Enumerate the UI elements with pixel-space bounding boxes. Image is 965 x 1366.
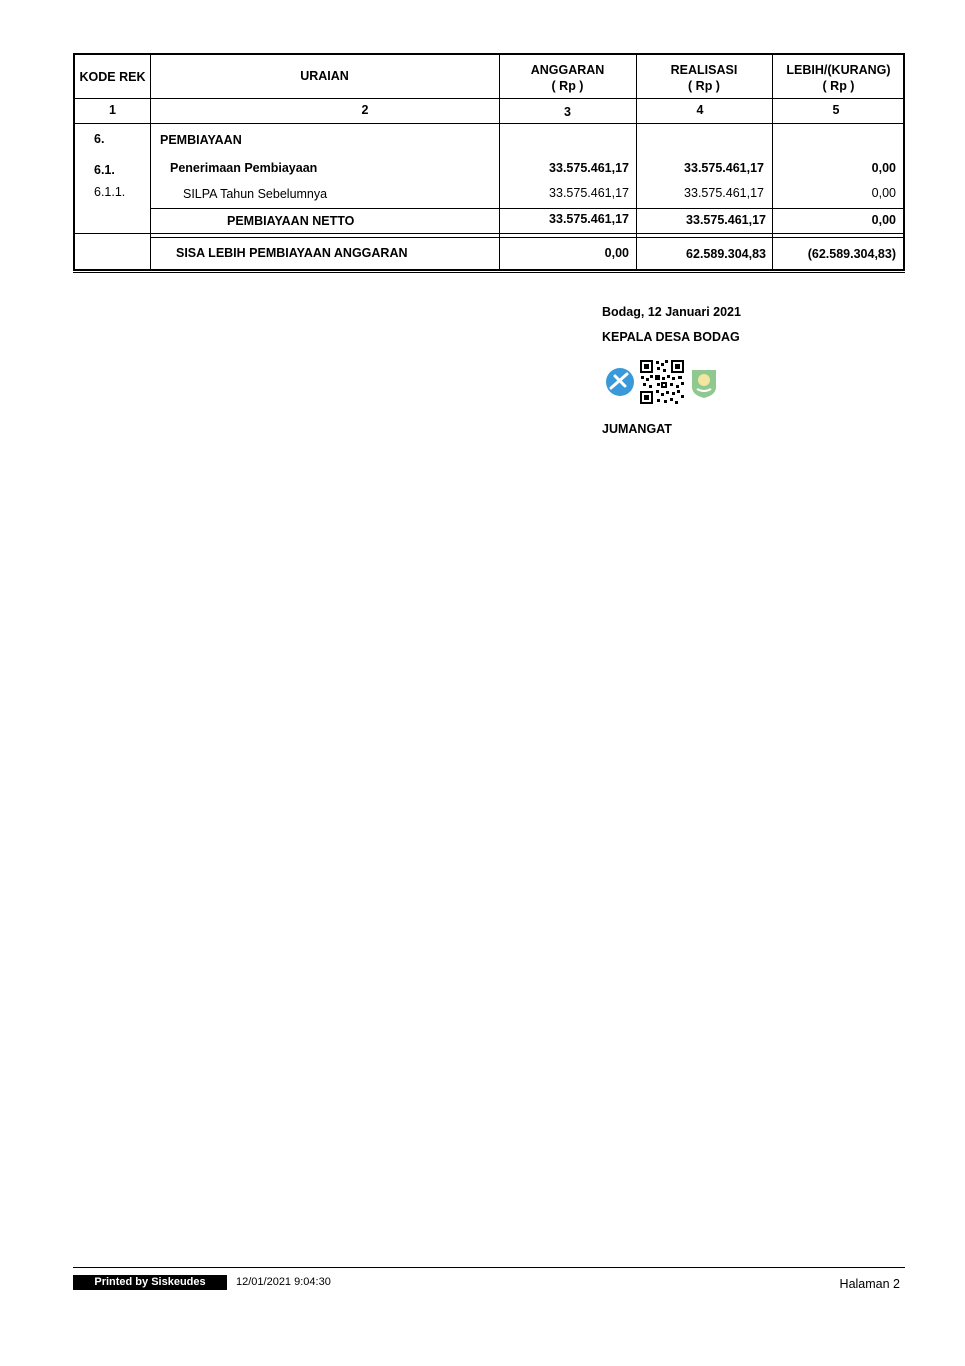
silpa-anggaran: 0,00: [604, 246, 629, 260]
col-number: 2: [361, 103, 369, 117]
header-realisasi: [636, 62, 772, 94]
netto-label: PEMBIAYAAN NETTO: [227, 214, 355, 228]
row-divider: [150, 237, 903, 238]
header-kode: KODE REK: [79, 70, 146, 84]
seal-left-icon: [605, 366, 635, 398]
row-divider: [75, 98, 903, 99]
header-uraian: URAIAN: [300, 69, 349, 83]
header-lebih-label: LEBIH/(KURANG): [786, 63, 891, 77]
header-anggaran-label: ANGGARAN: [530, 63, 605, 77]
page-number: Halaman 2: [839, 1277, 900, 1291]
financing-table: [73, 53, 905, 271]
header-lebih: [772, 62, 905, 94]
row-anggaran: 33.575.461,17: [549, 186, 629, 200]
row-realisasi: 33.575.461,17: [684, 186, 764, 200]
row-anggaran: 33.575.461,17: [549, 161, 629, 175]
header-realisasi-label: REALISASI: [670, 63, 738, 77]
printed-by-label: Printed by Siskeudes: [73, 1275, 227, 1290]
signature-name: JUMANGAT: [602, 422, 672, 436]
row-uraian: PEMBIAYAAN: [160, 133, 242, 147]
header-lebih-unit: ( Rp ): [822, 79, 855, 93]
row-kode: 6.1.: [94, 163, 115, 177]
footer-rule: [73, 1267, 905, 1268]
header-realisasi-unit: ( Rp ): [688, 79, 720, 93]
row-lebih: 0,00: [871, 161, 896, 175]
signature-place-date: Bodag, 12 Januari 2021: [602, 305, 741, 319]
netto-lebih: 0,00: [871, 213, 896, 227]
col-number: 1: [109, 103, 116, 117]
silpa-label: SISA LEBIH PEMBIAYAAN ANGGARAN: [176, 246, 408, 260]
row-uraian: SILPA Tahun Sebelumnya: [183, 187, 328, 201]
header-anggaran-unit: ( Rp ): [551, 79, 584, 93]
row-lebih: 0,00: [871, 186, 896, 200]
silpa-realisasi: 62.589.304,83: [686, 247, 766, 261]
signature-title: KEPALA DESA BODAG: [602, 330, 740, 344]
village-emblem-icon: [690, 367, 718, 399]
row-kode: 6.: [94, 132, 105, 146]
netto-anggaran: 33.575.461,17: [549, 212, 629, 226]
table-bottom-rule: [73, 272, 905, 273]
col-number: 4: [696, 103, 704, 117]
print-timestamp: 12/01/2021 9:04:30: [236, 1276, 331, 1288]
row-divider: [150, 208, 903, 209]
row-divider: [75, 233, 903, 234]
header-anggaran: [499, 62, 636, 94]
col-number: 3: [564, 105, 571, 119]
qr-code-icon: [639, 359, 685, 405]
row-uraian: Penerimaan Pembiayaan: [170, 161, 318, 175]
netto-realisasi: 33.575.461,17: [686, 213, 766, 227]
row-divider: [75, 123, 903, 124]
row-kode: 6.1.1.: [94, 185, 126, 199]
row-realisasi: 33.575.461,17: [684, 161, 764, 175]
silpa-lebih: (62.589.304,83): [807, 247, 896, 261]
col-number: 5: [832, 103, 840, 117]
